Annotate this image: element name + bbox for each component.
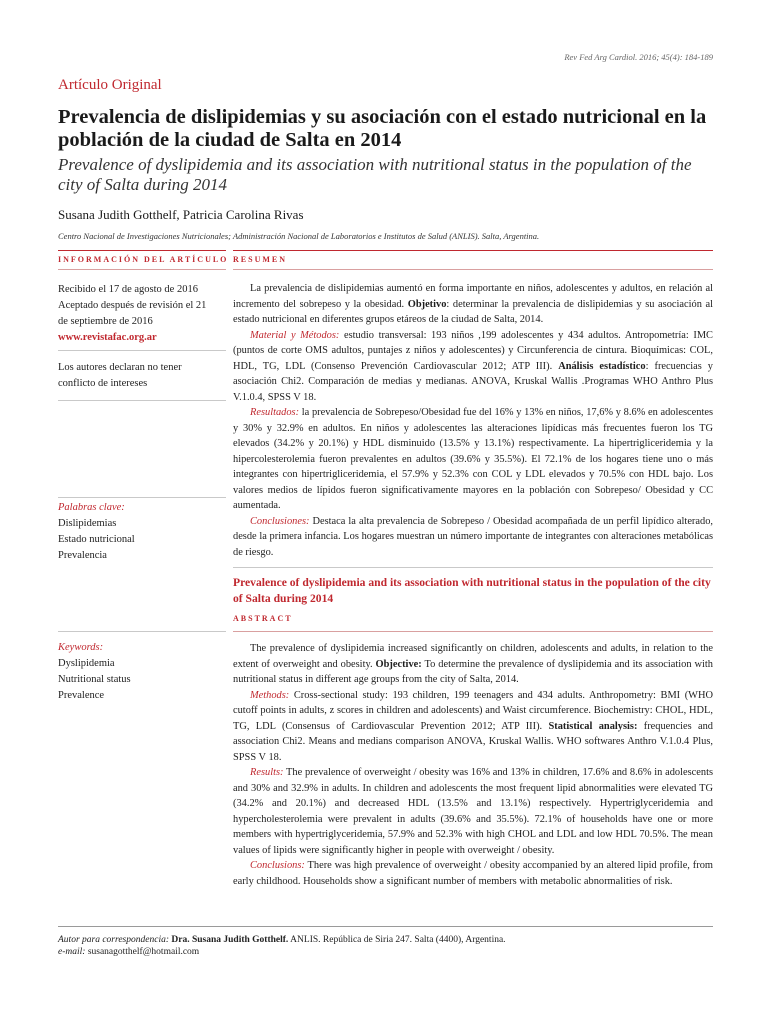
keyword-es: Prevalencia [58,550,107,561]
abstract-top-rule [233,567,713,568]
keywords-en-label: Keywords: [58,642,104,653]
resumen-paragraph: Resultados: la prevalencia de Sobrepeso/Obesidad fue del 16% y 13% en niños, 17,6% y 8.6% en adolescentes y 30% y 32.9% en adultos. En niños y adolescentes las alteraciones lipídicas más frecuentes fueron los TG elevados (34.2% y 20.1%) y HDL disminuido (13.5% y 13.1%) respectivamente. La hipertrigliceridemia y la hipercolesterolemia fueron prevalentes en adultos (39.6% y 35.5%). El 72.1% de los hogares tiene uno o más integrantes con hipertrigliceridemia, el 57.9% y 52.3% con COL y LDL elevados y 70.5% con HDL bajo. Los valores medios de lípidos fueron significativamente mayores en la población con Sobrepeso/ Obesidad y CC aumentada. [233,407,713,511]
abstract-body [233,641,713,889]
accepted-date: Aceptado después de revisión el 21 de septiembre de 2016 [58,300,207,327]
keywords-es-block [58,500,218,564]
resumen-paragraph: Conclusiones: Destaca la alta prevalencia de Sobrepeso / Obesidad acompañada de un perfil lipídico alterado, desde la primera infancia. Los hogares muestran un número importante de integrantes con alteraciones metabólicas de riesgo. [233,515,713,558]
article-type-label: Artículo Original [58,77,162,93]
email-address[interactable]: susanagotthelf@hotmail.com [85,947,200,957]
resumen-header: RESUMEN [233,255,288,264]
keyword-es: Estado nutricional [58,534,135,545]
journal-reference: Rev Fed Arg Cardiol. 2016; 45(4): 184-189 [564,52,713,62]
footer-rule [58,926,713,927]
keyword-en: Dyslipidemia [58,658,115,669]
abstract-underline-right [233,631,713,632]
header-underline-left [58,269,226,270]
title-spanish: Prevalencia de dislipidemias y su asociación con el estado nutricional en la población de la ciudad de Salta en 2014 [58,106,707,151]
abstract-paragraph: Conclusions: There was high prevalence of overweight / obesity accompanied by an altered lipid profile, from early childhood. Households show a significant number of members with metabolic abnormalities of risk. [233,860,713,887]
abstract-title: Prevalence of dyslipidemia and its association with nutritional status in the population of the city of Salta during 2014 [233,576,711,605]
correspondence-line [58,934,713,946]
conflict-statement: Los autores declaran no tener conflicto de intereses [58,362,182,389]
title-english: Prevalence of dyslipidemia and its association with nutritional status in the population of the city of Salta during 2014 [58,155,692,194]
received-date: Recibido el 17 de agosto de 2016 [58,284,198,295]
journal-website-link[interactable]: www.revistafac.org.ar [58,332,157,343]
top-rule-right [233,250,713,251]
resumen-paragraph: Material y Métodos: estudio transversal: 193 niños ,199 adolescentes y 434 adultos. Antropometría: IMC (puntos de corte OMS adultos, puntajes z niños y adolescentes) y Circunferencia de cintura. Bioquímicas: COL, HDL, TG, LDL (Consenso Prevención Cardiovascular 2012; ATP III). Análisis estadístico: frecuencias y asociación Chi2. Comparación de medias y medianas. ANOVA, Kruskal Wallis .Programas WHO Anthro Plus V.1.0.4, SPSS V 18. [233,329,713,403]
abstract-header: ABSTRACT [233,614,293,623]
abstract-paragraph: The prevalence of dyslipidemia increased significantly on children, adolescents and adults, in relation to the extent of overweight and obesity. Objective: To determine the prevalence of dyslipidemia and its association with nutritional status in different age groups from the city of Salta, 2014. [233,643,713,685]
keyword-en: Prevalence [58,690,105,701]
top-rule-left [58,250,226,251]
resumen-body [233,281,713,560]
keywords-en-rule [58,631,226,632]
abstract-paragraph: Results: The prevalence of overweight / obesity was 16% and 13% in children, 17.6% and 8.6% in adolescents and 30% and 32.9% in adults. In children and adolescents the most frequent lipid abnormalities were elevated TG (34.2% and 20.1%) and decreased HDL (13.5% and 13.1%) respectively. Hypertriglyceridemia and hypercholesterolemia were prevalent in adults (39.6% and 35.5%). 72.1% of households have one or more members with hypertriglyceridemia, 57.9% and 52.3% with high CHOL and LDL and low HDL 70.5%. The mean values of lipids were significantly higher in people with overweight / obesity. [233,767,713,856]
email-line [58,946,713,958]
article-dates [58,282,218,346]
affiliation: Centro Nacional de Investigaciones Nutricionales; Administración Nacional de Laboratorios e Institutos de Salud (ANLIS). Salta, Argentina. [58,231,540,241]
correspondence-address: ANLIS. República de Siria 247. Salta (4400), Argentina. [288,935,506,945]
resumen-paragraph: La prevalencia de dislipidemias aumentó en forma importante en niños, adolescentes y adultos, en relación al incremento del sobrepeso y la obesidad. Objetivo: determinar la prevalencia de dislipidemias y su asociación al estado nutricional en diferentes grupos etáreos de la ciudad de Salta, 2014. [233,283,713,325]
keyword-es: Dislipidemias [58,518,117,529]
header-underline-right [233,269,713,270]
keywords-en-block [58,640,218,704]
correspondence-label: Autor para correspondencia: [58,935,169,945]
sidebar-divider-1 [58,350,226,351]
abstract-paragraph: Methods: Cross-sectional study: 193 children, 199 teenagers and 434 adults. Anthropometry: BMI (WHO cutoff points in adults, z scores in children and adolescents) and Waist circumference. Biochemistry: CHOL, HDL, TG, LDL (Consensus of Cardiovascular Prevention 2012; ATP III). Statistical analysis: frequencies and association Chi2. Means and medians comparison ANOVA, Kruskal Wallis. WHO softwares Anthro V.1.0.4 Plus, SPSS V 18. [233,689,713,763]
keyword-en: Nutritional status [58,674,131,685]
correspondence-name: Dra. Susana Judith Gotthelf. [171,935,289,945]
email-label: e-mail: [58,947,86,957]
keywords-es-rule [58,497,226,498]
article-info-header: INFORMACIÓN DEL ARTÍCULO [58,255,229,264]
authors: Susana Judith Gotthelf, Patricia Carolina Rivas [58,207,304,222]
keywords-es-label: Palabras clave: [58,502,125,513]
sidebar-divider-2 [58,400,226,401]
